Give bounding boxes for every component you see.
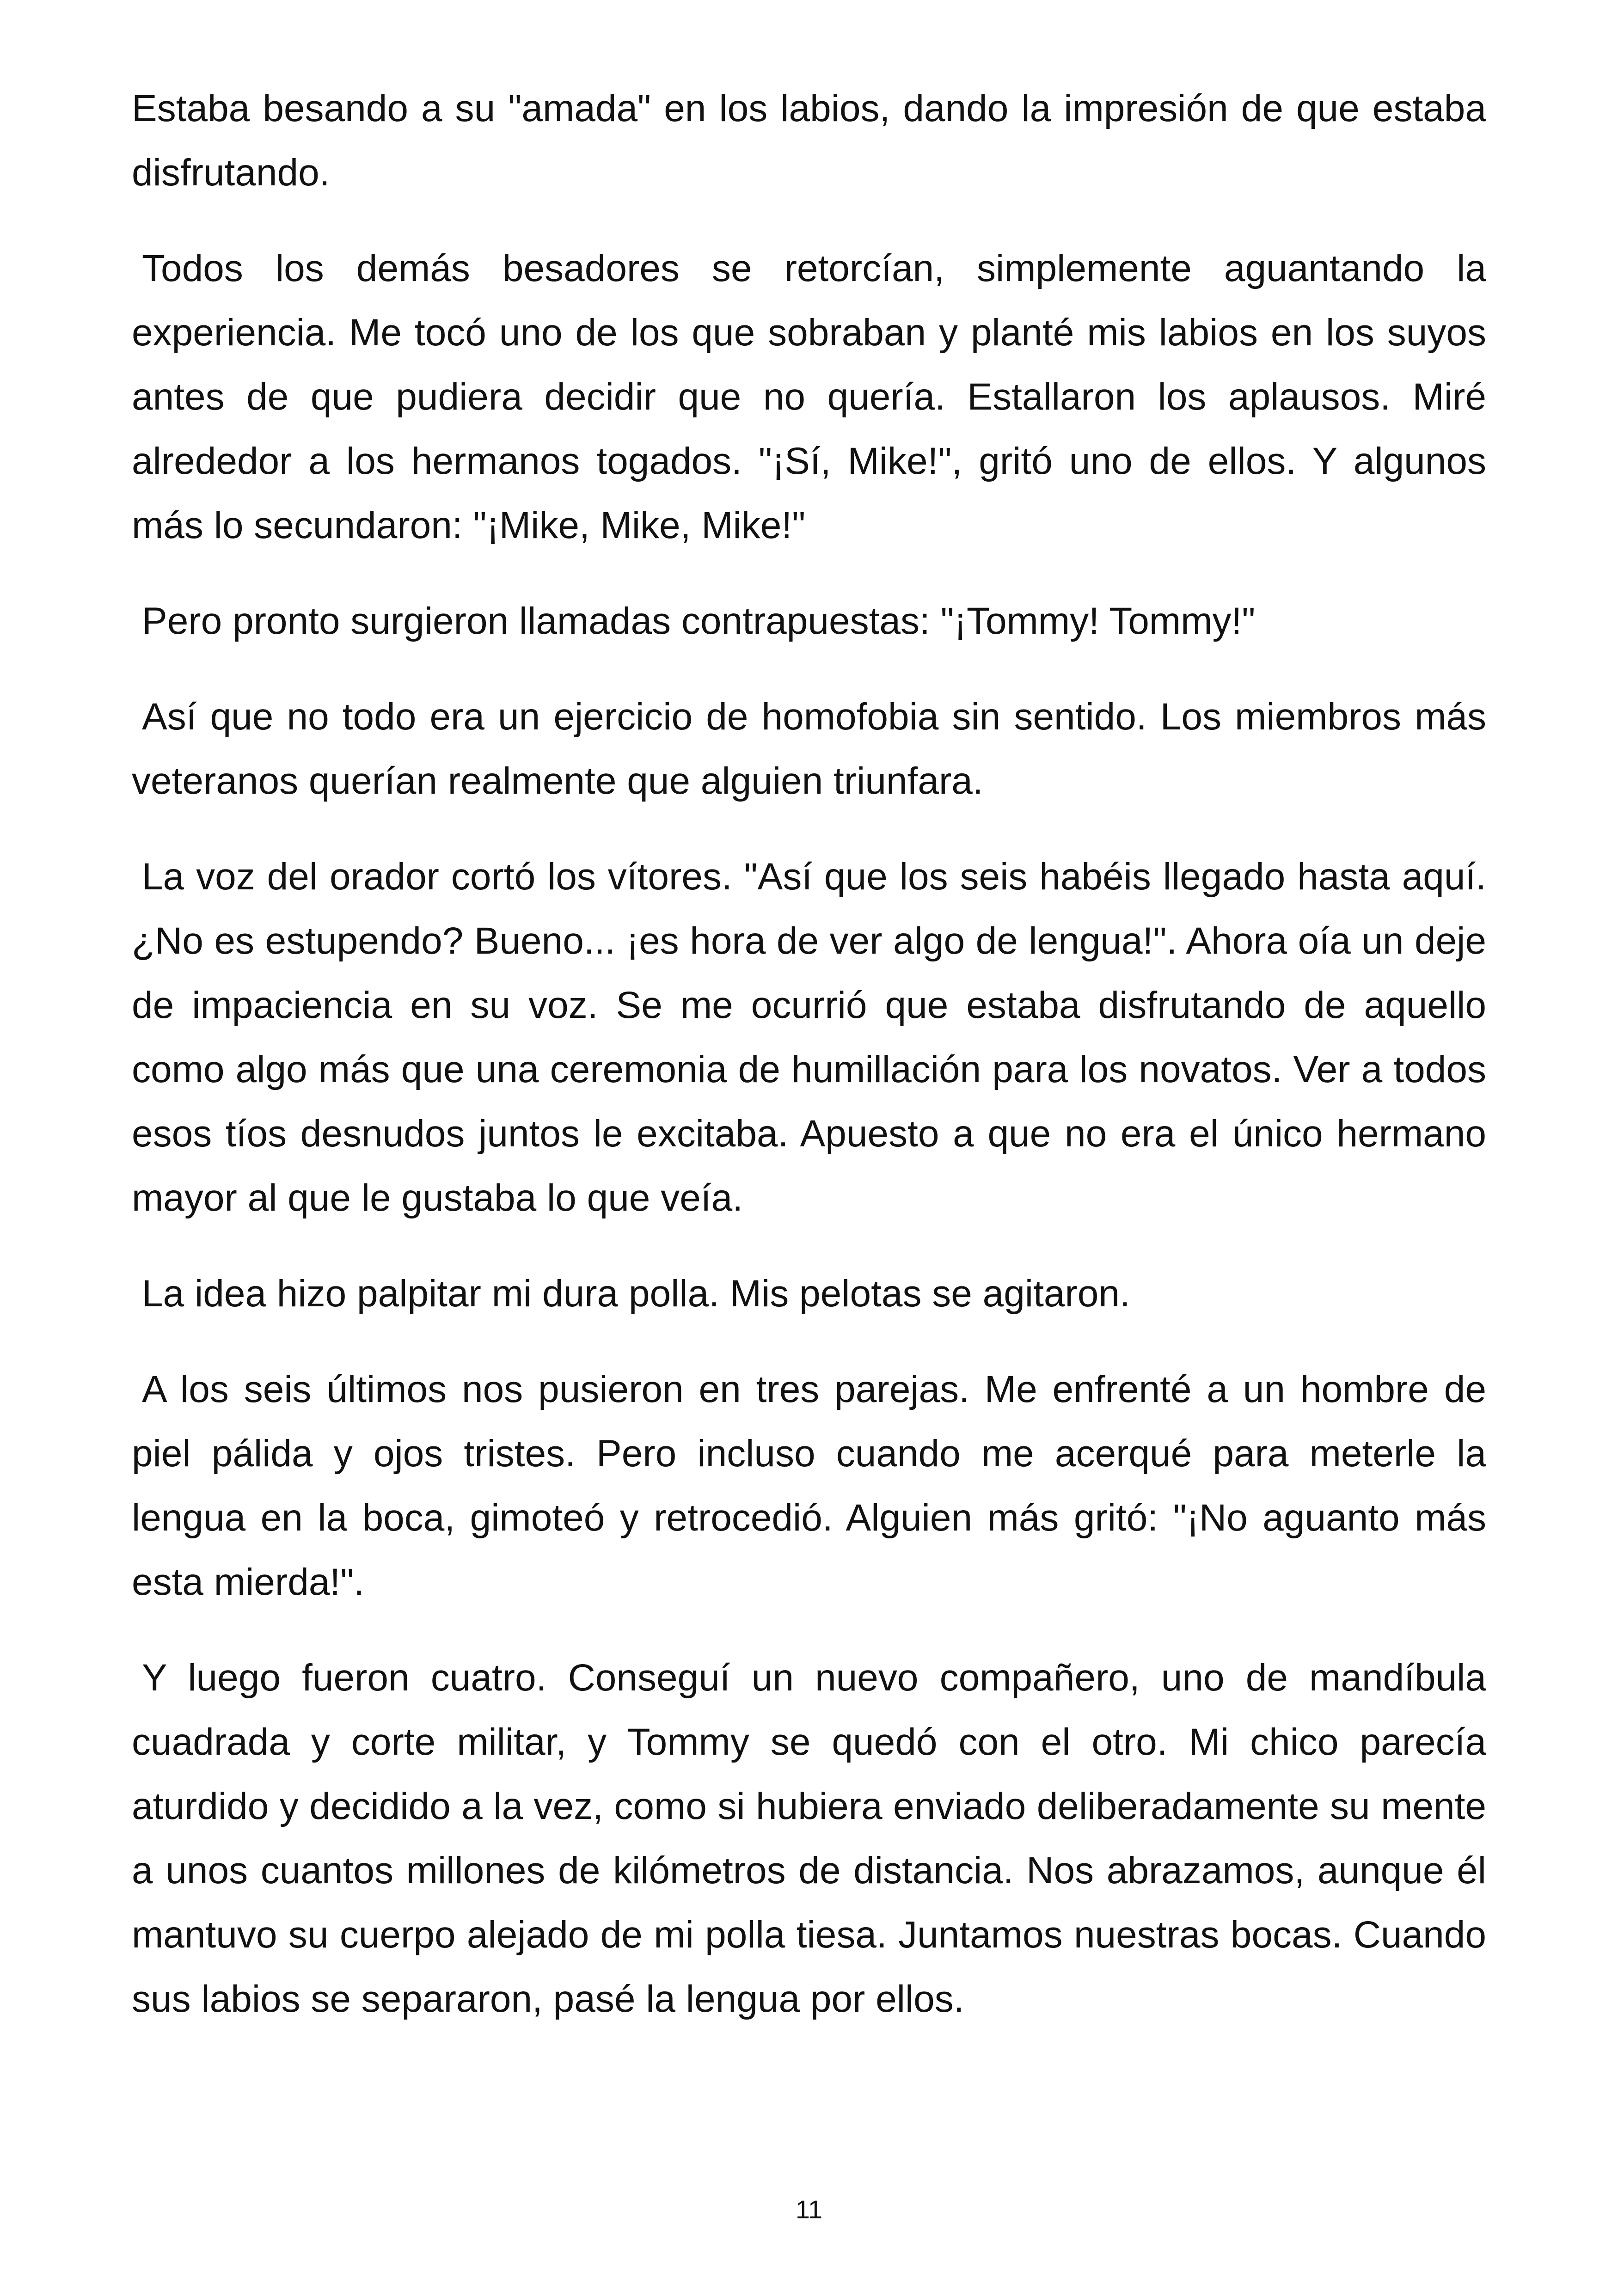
paragraph-6: La idea hizo palpitar mi dura polla. Mis pelotas se agitaron. [142, 1273, 1130, 1315]
paragraph-7: A los seis últimos nos pusieron en tres parejas. Me enfrenté a un hombre de piel pálida y ojos tristes. Pero incluso cuando me acerqué para meterle la lengua en la boca, gimoteó y retrocedió. Alguien más gritó: "¡No aguanto más esta mierda!". [132, 1368, 1486, 1603]
paragraph-4: Así que no todo era un ejercicio de homofobia sin sentido. Los miembros más veteranos querían realmente que alguien triunfara. [132, 696, 1486, 802]
paragraph-1: Estaba besando a su "amada" en los labios, dando la impresión de que estaba disfrutando. [132, 87, 1486, 194]
paragraph-5: La voz del orador cortó los vítores. "Así que los seis habéis llegado hasta aquí. ¿No es estupendo? Bueno... ¡es hora de ver algo de lengua!". Ahora oía un deje de impaciencia en su voz. Se me ocurrió que estaba disfrutando de aquello como algo más que una ceremonia de humillación para los novatos. Ver a todos esos tíos desnudos juntos le excitaba. Apuesto a que no era el único hermano mayor al que le gustaba lo que veía. [132, 856, 1486, 1219]
page-number: 11 [795, 2195, 823, 2224]
paragraph-3: Pero pronto surgieron llamadas contrapuestas: "¡Tommy! Tommy!" [142, 600, 1256, 642]
body-text [132, 76, 1486, 2063]
paragraph-8: Y luego fueron cuatro. Conseguí un nuevo compañero, uno de mandíbula cuadrada y corte militar, y Tommy se quedó con el otro. Mi chico parecía aturdido y decidido a la vez, como si hubiera enviado deliberadamente su mente a unos cuantos millones de kilómetros de distancia. Nos abrazamos, aunque él mantuvo su cuerpo alejado de mi polla tiesa. Juntamos nuestras bocas. Cuando sus labios se separaron, pasé la lengua por ellos. [132, 1657, 1486, 2020]
paragraph-2: Todos los demás besadores se retorcían, simplemente aguantando la experiencia. Me tocó uno de los que sobraban y planté mis labios en los suyos antes de que pudiera decidir que no quería. Estallaron los aplausos. Miré alrededor a los hermanos togados. "¡Sí, Mike!", gritó uno de ellos. Y algunos más lo secundaron: "¡Mike, Mike, Mike!" [132, 247, 1486, 546]
